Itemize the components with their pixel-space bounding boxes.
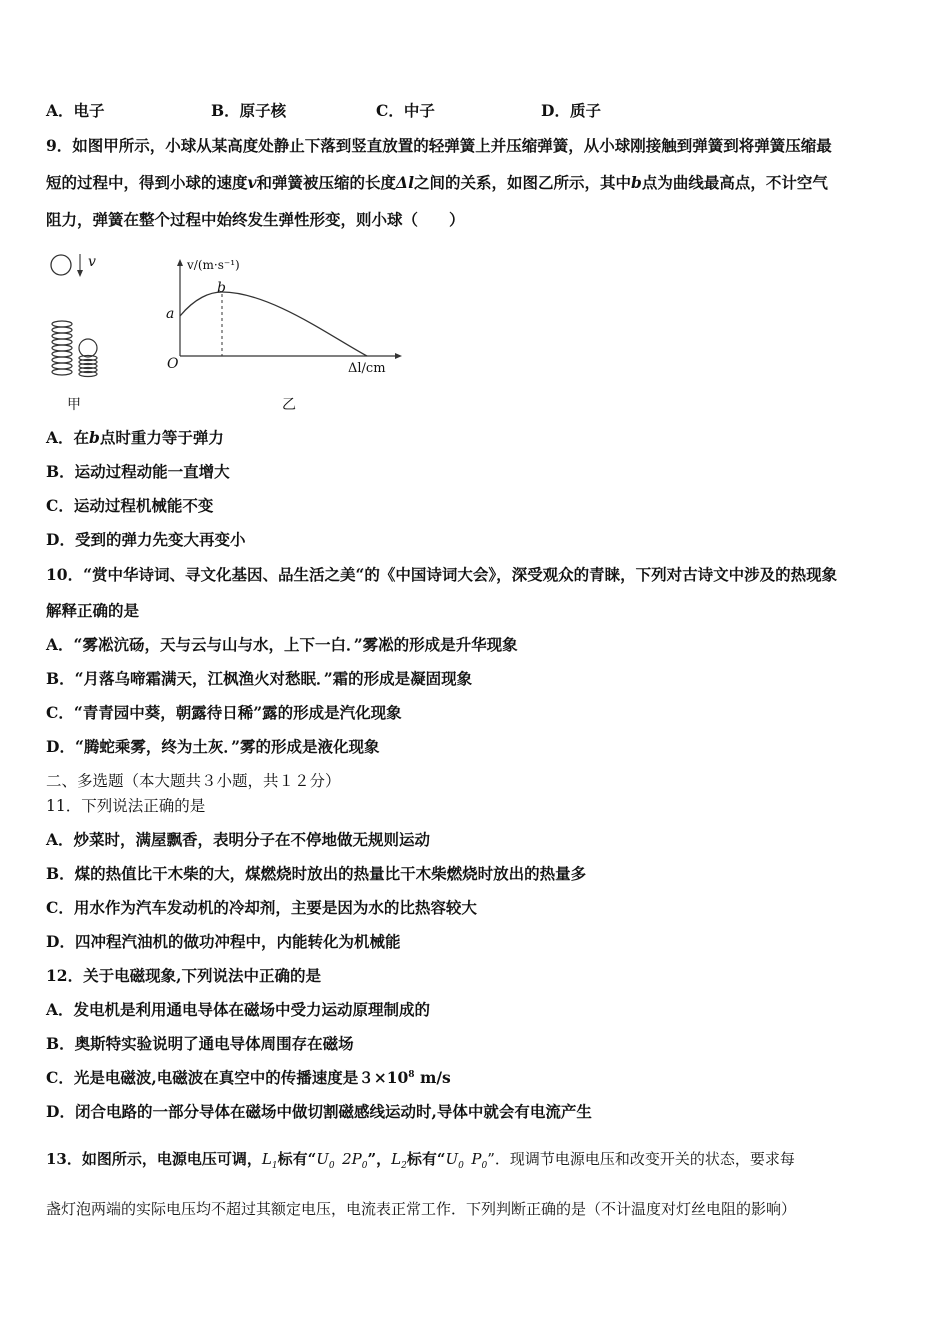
q12-option-c: C．光是电磁波,电磁波在真空中的传播速度是$3\times 10^8$ m/s [46, 1068, 451, 1087]
q8-option-b: B．原子核 [211, 101, 287, 120]
q9-option-d: D．受到的弹力先变大再变小 [46, 530, 246, 549]
v-deltal-graph [177, 259, 402, 359]
q11-option-c: C．用水作为汽车发动机的冷却剂，主要是因为水的比热容较大 [46, 898, 477, 917]
ball-icon [51, 255, 71, 275]
q11-option-a: A．炒菜时，满屋飘香，表明分子在不停地做无规则运动 [46, 830, 431, 849]
q9-option-c: C．运动过程机械能不变 [46, 496, 214, 515]
q10-option-a: A．“雾凇沆砀，天与云与山与水，上下一白．”雾凇的形成是升华现象 [46, 635, 518, 654]
q8-option-a: A．电子 [46, 101, 105, 120]
q13-stem-line2: 盏灯泡两端的实际电压均不超过其额定电压，电流表正常工作．下列判断正确的是（不计温度对灯丝电阻的影响） [46, 1200, 797, 1218]
q12-option-a: A．发电机是利用通电导体在磁场中受力运动原理制成的 [46, 1000, 431, 1019]
q10-stem-line2: 解释正确的是 [46, 601, 140, 620]
q10-stem-line1: 10．“赏中华诗词、寻文化基因、品生活之美“的《中国诗词大会》，深受观众的青睐，下列对古诗文中涉及的热现象 [46, 565, 838, 584]
arrow-v-label: v [88, 254, 96, 270]
q9-figure [40, 248, 420, 418]
q9-stem-line3: 阻力，弹簧在整个过程中始终发生弹性形变，则小球（ ） [46, 210, 465, 229]
q10-option-d: D．“腾蛇乘雾，终为土灰．”雾的形成是液化现象 [46, 737, 380, 756]
q8-option-c: C．中子 [376, 101, 435, 120]
q10-option-b: B．“月落乌啼霜满天，江枫渔火对愁眠．”霜的形成是凝固现象 [46, 669, 473, 688]
spring-icon [52, 321, 72, 375]
graph-b-label: b [217, 280, 226, 296]
q9-figure-svg [40, 248, 420, 418]
q9-option-b: B．运动过程动能一直增大 [46, 462, 230, 481]
q9-option-a: A．在b点时重力等于弹力 [46, 428, 224, 447]
graph-y-label: v/(m·s⁻¹) [187, 258, 240, 272]
compressed-spring-icon [79, 339, 97, 377]
graph-a-label: a [166, 306, 175, 322]
q12-stem: 12．关于电磁现象,下列说法中正确的是 [46, 966, 321, 985]
q10-option-c: C．“青青园中葵，朝露待日稀”露的形成是汽化现象 [46, 703, 402, 722]
fig-jia-label: 甲 [67, 397, 81, 413]
velocity-curve [180, 292, 367, 356]
fig-yi-label: 乙 [282, 397, 296, 413]
q11-stem: 11．下列说法正确的是 [46, 797, 206, 815]
q12-option-d: D．闭合电路的一部分导体在磁场中做切割磁感线运动时,导体中就会有电流产生 [46, 1102, 592, 1121]
q9-stem-line1: 9．如图甲所示，小球从某高度处静止下落到竖直放置的轻弹簧上并压缩弹簧，从小球刚接触到弹簧到将弹簧压缩最 [46, 136, 832, 155]
graph-origin-label: O [167, 356, 179, 372]
q13-stem-line1: 13．如图所示，电源电压可调，$L_1$标有“$U_0$ $2P_0$”，$L_2$标有“$U_0$ $P_0$”．现调节电源电压和改变开关的状态，要求每 [46, 1150, 795, 1171]
q11-option-d: D．四冲程汽油机的做功冲程中，内能转化为机械能 [46, 932, 401, 951]
q11-option-b: B．煤的热值比干木柴的大，煤燃烧时放出的热量比干木柴燃烧时放出的热量多 [46, 864, 587, 883]
graph-x-label: Δl/cm [348, 361, 386, 376]
q8-option-d: D．质子 [541, 101, 601, 120]
q12-option-b: B．奥斯特实验说明了通电导体周围存在磁场 [46, 1034, 354, 1053]
q8-options-row [46, 100, 601, 122]
section-2-title: 二、多选题（本大题共３小题，共１２分） [46, 772, 341, 790]
q9-stem-line2: 短的过程中，得到小球的速度v和弹簧被压缩的长度Δl之间的关系，如图乙所示，其中b点为曲线最高点，不计空气 [46, 173, 828, 192]
